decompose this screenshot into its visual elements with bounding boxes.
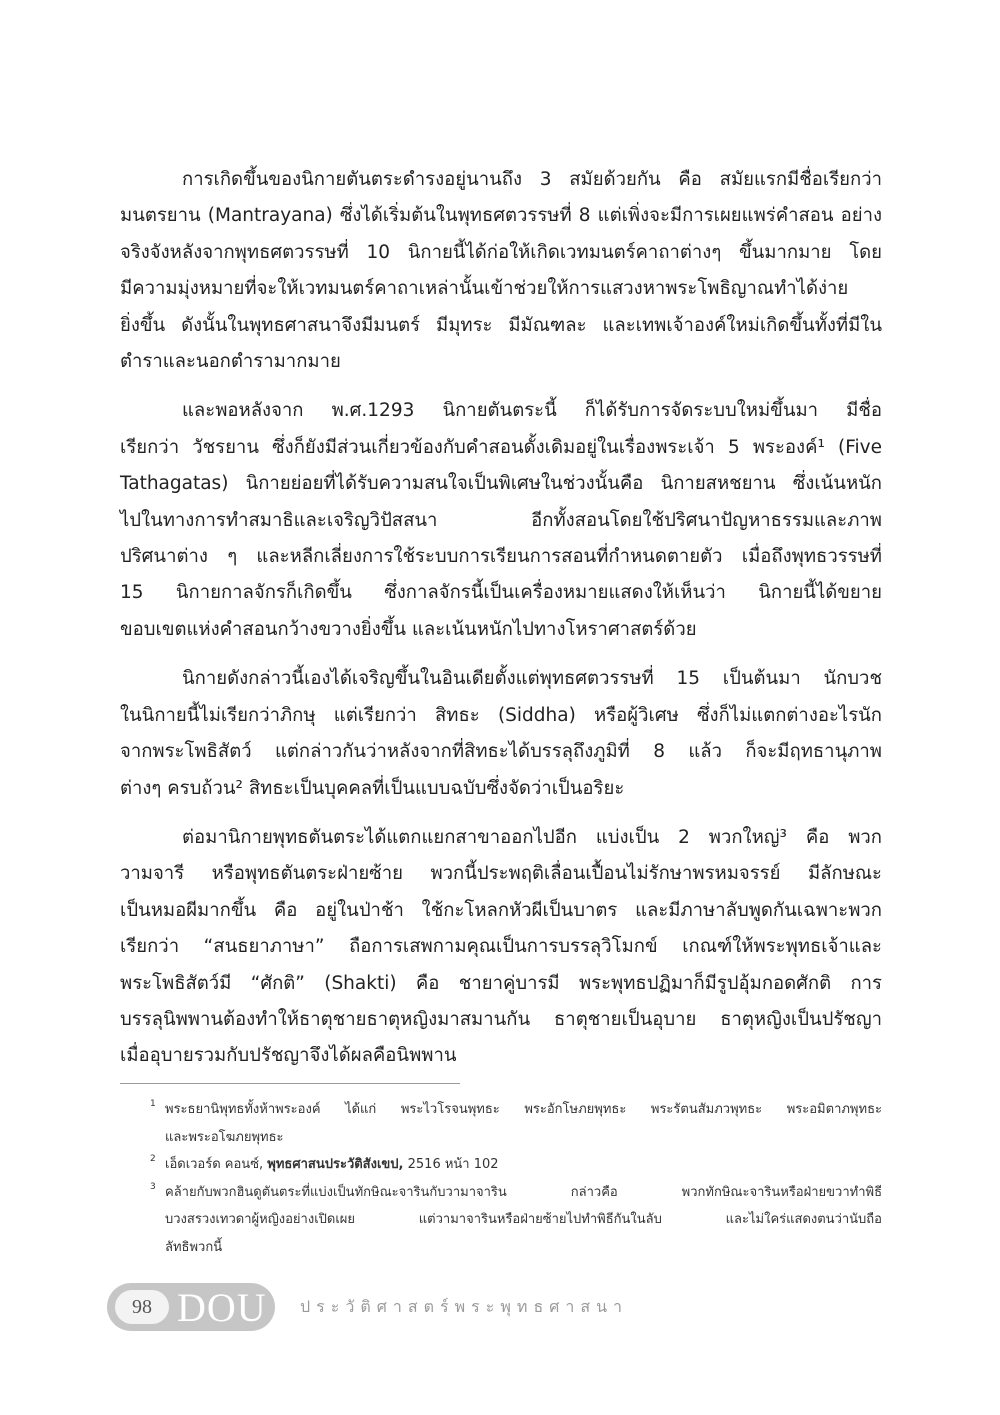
paragraph — [120, 820, 882, 1075]
text-line: นิกายดังกล่าวนี้เองได้เจริญขึ้นในอินเดียตั้งแต่พุทธศตวรรษที่ 15 เป็นต้นมา นักบวช — [182, 668, 882, 690]
text-line: บรรลุนิพพานต้องทำให้ธาตุชายธาตุหญิงมาสมานกัน ธาตุชายเป็นอุบาย ธาตุหญิงเป็นปรัชญา — [120, 1008, 882, 1030]
text-line: และพอหลังจาก พ.ศ.1293 นิกายตันตระนี้ ก็ได้รับการจัดระบบใหม่ขึ้นมา มีชื่อ — [182, 400, 882, 422]
citation-title: พุทธศาสนประวัติสังเขป, — [267, 1157, 404, 1173]
dou-logo: DOU — [177, 1285, 267, 1330]
footnote-1 — [150, 1096, 882, 1151]
text-line: จริงจังหลังจากพุทธศตวรรษที่ 10 นิกายนี้ได้ก่อให้เกิดเวทมนตร์คาถาต่างๆ ขึ้นมากมาย โดย — [120, 241, 882, 263]
footnote-3 — [150, 1179, 882, 1262]
text-line: มนตรยาน (Mantrayana) ซึ่งได้เริ่มต้นในพุทธศตวรรษที่ 8 แต่เพิ่งจะมีการเผยแพร่คำสอน อย่าง — [120, 205, 882, 227]
text-line: ยิ่งขึ้น ดังนั้นในพุทธศาสนาจึงมีมนตร์ มีมุทระ มีมัณฑละ และเทพเจ้าองค์ใหม่เกิดขึ้นทั้งที่มีใน — [120, 314, 882, 336]
footnote-line: และพระอโฆภยพุทธะ — [165, 1129, 284, 1145]
text-line: Tathagatas) นิกายย่อยที่ได้รับความสนใจเป็นพิเศษในช่วงนั้นคือ นิกายสหชยาน ซึ่งเน้นหนัก — [120, 473, 882, 495]
text-line: ปริศนาต่าง ๆ และหลีกเลี่ยงการใช้ระบบการเรียนการสอนที่กำหนดตายตัว เมื่อถึงพุทธวรรษที่ — [120, 546, 882, 568]
text-line: วามจารี หรือพุทธตันตระฝ่ายซ้าย พวกนี้ประพฤติเลื่อนเปื้อนไม่รักษาพรหมจรรย์ มีลักษณะ — [120, 863, 882, 885]
footnote-marker: 3 — [150, 1181, 156, 1192]
text-line: ต่างๆ ครบถ้วน² สิทธะเป็นบุคคลที่เป็นแบบฉบับซึ่งจัดว่าเป็นอริยะ — [120, 777, 625, 799]
text-line: ต่อมานิกายพุทธตันตระได้แตกแยกสาขาออกไปอีก แบ่งเป็น 2 พวกใหญ่³ คือ พวก — [182, 826, 882, 848]
footnote-body — [165, 1179, 882, 1262]
footer-badge — [107, 1283, 275, 1331]
footnote-marker: 1 — [150, 1099, 156, 1109]
paragraph — [120, 162, 882, 380]
body-text — [120, 162, 882, 1075]
page-number: 98 — [115, 1290, 169, 1324]
footnote-divider — [120, 1083, 460, 1084]
text-line: ในนิกายนี้ไม่เรียกว่าภิกษุ แต่เรียกว่า สิทธะ (Siddha) หรือผู้วิเศษ ซึ่งก็ไม่แตกต่างอะไรนัก — [120, 704, 882, 726]
footnotes — [150, 1096, 882, 1262]
text-line: จากพระโพธิสัตว์ แต่กล่าวกันว่าหลังจากที่สิทธะได้บรรลุถึงภูมิที่ 8 แล้ว ก็จะมีฤทธานุภาพ — [120, 741, 882, 763]
text-line: ขอบเขตแห่งคำสอนกว้างขวางยิ่งขึ้น และเน้นหนักไปทางโหราศาสตร์ด้วย — [120, 618, 697, 640]
running-footer-title: ประวัติศาสตร์พระพุทธศาสนา — [300, 1297, 629, 1316]
citation-author: เอ็ดเวอร์ด คอนซ์, — [165, 1157, 268, 1173]
paragraph — [120, 393, 882, 648]
citation-detail: 2516 หน้า 102 — [403, 1157, 499, 1173]
footnote-body — [165, 1151, 882, 1179]
footnote-line: คล้ายกับพวกฮินดูตันตระที่แบ่งเป็นทักษิณะจารินกับวามาจาริน กล่าวคือ พวกทักษิณะจารินหรือฝ่ายขวาทำพิธี — [165, 1184, 882, 1200]
footnote-line: บวงสรวงเทวดาผู้หญิงอย่างเปิดเผย แต่วามาจารินหรือฝ่ายซ้ายไปทำพิธีกันในลับ และไม่ใคร่แสดงตนว่านับถือ — [165, 1212, 882, 1228]
text-line: การเกิดขึ้นของนิกายตันตระดำรงอยู่นานถึง 3 สมัยด้วยกัน คือ สมัยแรกมีชื่อเรียกว่า — [182, 169, 882, 190]
text-line: เมื่ออุบายรวมกับปรัชญาจึงได้ผลคือนิพพาน — [120, 1045, 457, 1067]
text-line: เป็นหมอผีมากขึ้น คือ อยู่ในป่าช้า ใช้กะโหลกหัวผีเป็นบาตร และมีภาษาลับพูดกันเฉพาะพวก — [120, 899, 882, 921]
footnote-2 — [150, 1151, 882, 1179]
text-line: ตำราและนอกตำรามากมาย — [120, 351, 341, 373]
footnote-marker: 2 — [150, 1154, 156, 1165]
text-line: เรียกว่า วัชรยาน ซึ่งก็ยังมีส่วนเกี่ยวข้องกับคำสอนดั้งเดิมอยู่ในเรื่องพระเจ้า 5 พระองค์¹ (Five — [120, 436, 882, 458]
text-line: เรียกว่า “สนธยาภาษา” ถือการเสพกามคุณเป็นการบรรลุวิโมกข์ เกณฑ์ให้พระพุทธเจ้าและ — [120, 936, 882, 958]
footnote-line: พระธยานิพุทธทั้งห้าพระองค์ ได้แก่ พระไวโรจนพุทธะ พระอักโษภยพุทธะ พระรัตนสัมภวพุทธะ พระอมิตาภพุทธะ — [165, 1102, 882, 1117]
text-line: พระโพธิสัตว์มี “ศักติ” (Shakti) คือ ชายาคู่บารมี พระพุทธปฏิมาก็มีรูปอุ้มกอดศักติ การ — [120, 972, 882, 994]
footnote-line: ลัทธิพวกนี้ — [165, 1239, 223, 1255]
footnote-line — [165, 1151, 882, 1179]
text-line: 15 นิกายกาลจักรก็เกิดขึ้น ซึ่งกาลจักรนี้เป็นเครื่องหมายแสดงให้เห็นว่า นิกายนี้ได้ขยาย — [120, 582, 882, 604]
text-line: ไปในทางการทำสมาธิและเจริญวิปัสสนา อีกทั้งสอนโดยใช้ปริศนาปัญหาธรรมและภาพ — [120, 509, 882, 531]
text-line: มีความมุ่งหมายที่จะให้เวทมนตร์คาถาเหล่านั้นเข้าช่วยให้การแสวงหาพระโพธิญาณทำได้ง่าย — [120, 278, 849, 300]
footnote-body — [165, 1096, 882, 1151]
paragraph — [120, 661, 882, 807]
